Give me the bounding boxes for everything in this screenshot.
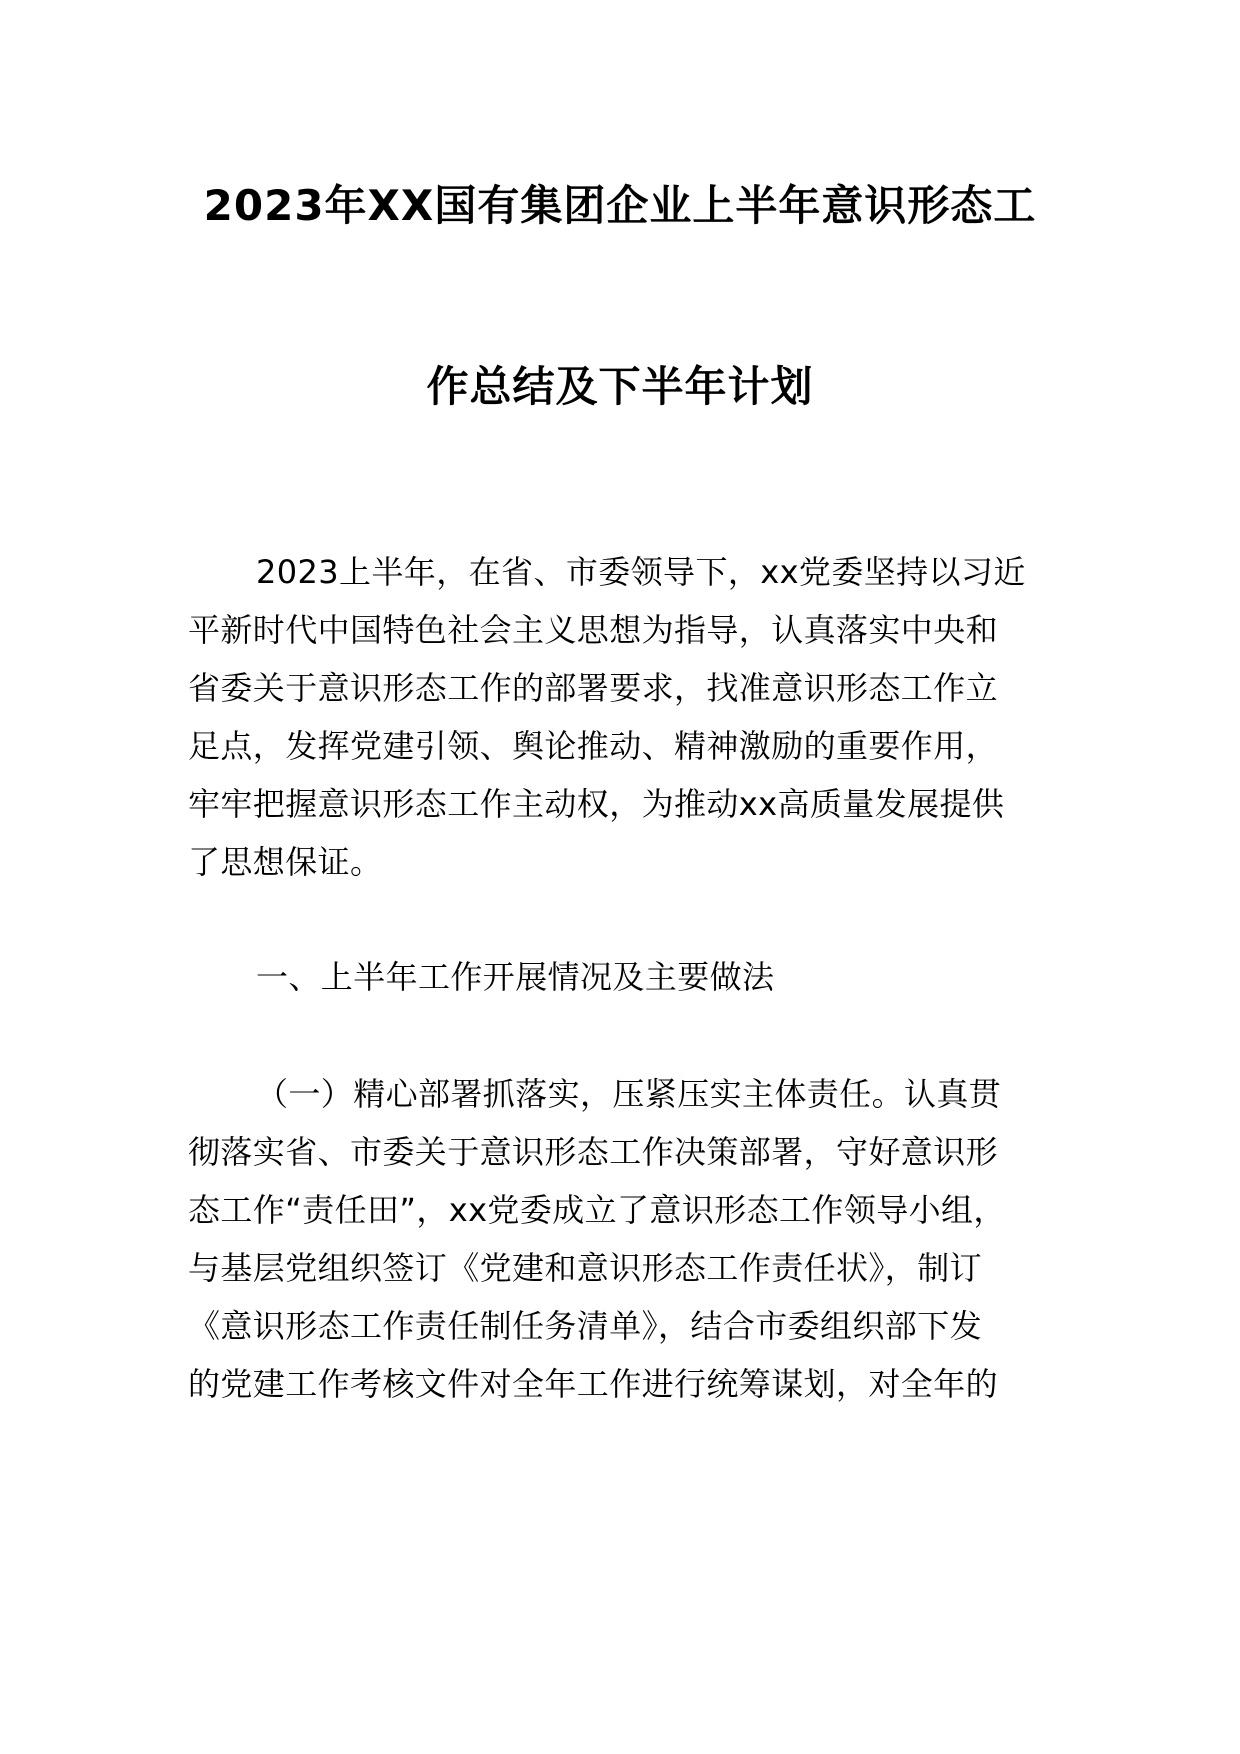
paragraph-1-line-5: 牢牢把握意识形态工作主动权，为推动xx高质量发展提供 — [188, 785, 1005, 823]
paragraph-1-line-1: 2023上半年，在省、市委领导下，xx党委坚持以习近 — [256, 553, 1026, 591]
paragraph-2-line-1: （一）精心部署抓落实，压紧压实主体责任。认真贯 — [256, 1075, 1002, 1113]
paragraph-2-line-6: 的党建工作考核文件对全年工作进行统筹谋划，对全年的 — [188, 1365, 999, 1403]
document-title-line-2: 作总结及下半年计划 — [426, 362, 814, 411]
section-heading: 一、上半年工作开展情况及主要做法 — [256, 958, 775, 996]
paragraph-1-line-4: 足点，发挥党建引领、舆论推动、精神激励的重要作用， — [188, 727, 999, 765]
paragraph-1-line-6: 了思想保证。 — [188, 843, 383, 881]
paragraph-1-line-3: 省委关于意识形态工作的部署要求，找准意识形态工作立 — [188, 669, 999, 707]
document-title-line-1: 2023年XX国有集团企业上半年意识形态工 — [203, 181, 1037, 230]
paragraph-2-line-4: 与基层党组织签订《党建和意识形态工作责任状》，制订 — [188, 1249, 983, 1287]
paragraph-2-line-2: 彻落实省、市委关于意识形态工作决策部署，守好意识形 — [188, 1133, 999, 1171]
paragraph-2-line-3: 态工作“责任田”，xx党委成立了意识形态工作领导小组， — [188, 1191, 1006, 1229]
paragraph-2-line-5: 《意识形态工作责任制任务清单》，结合市委组织部下发 — [188, 1307, 983, 1345]
paragraph-1-line-2: 平新时代中国特色社会主义思想为指导，认真落实中央和 — [188, 611, 999, 649]
